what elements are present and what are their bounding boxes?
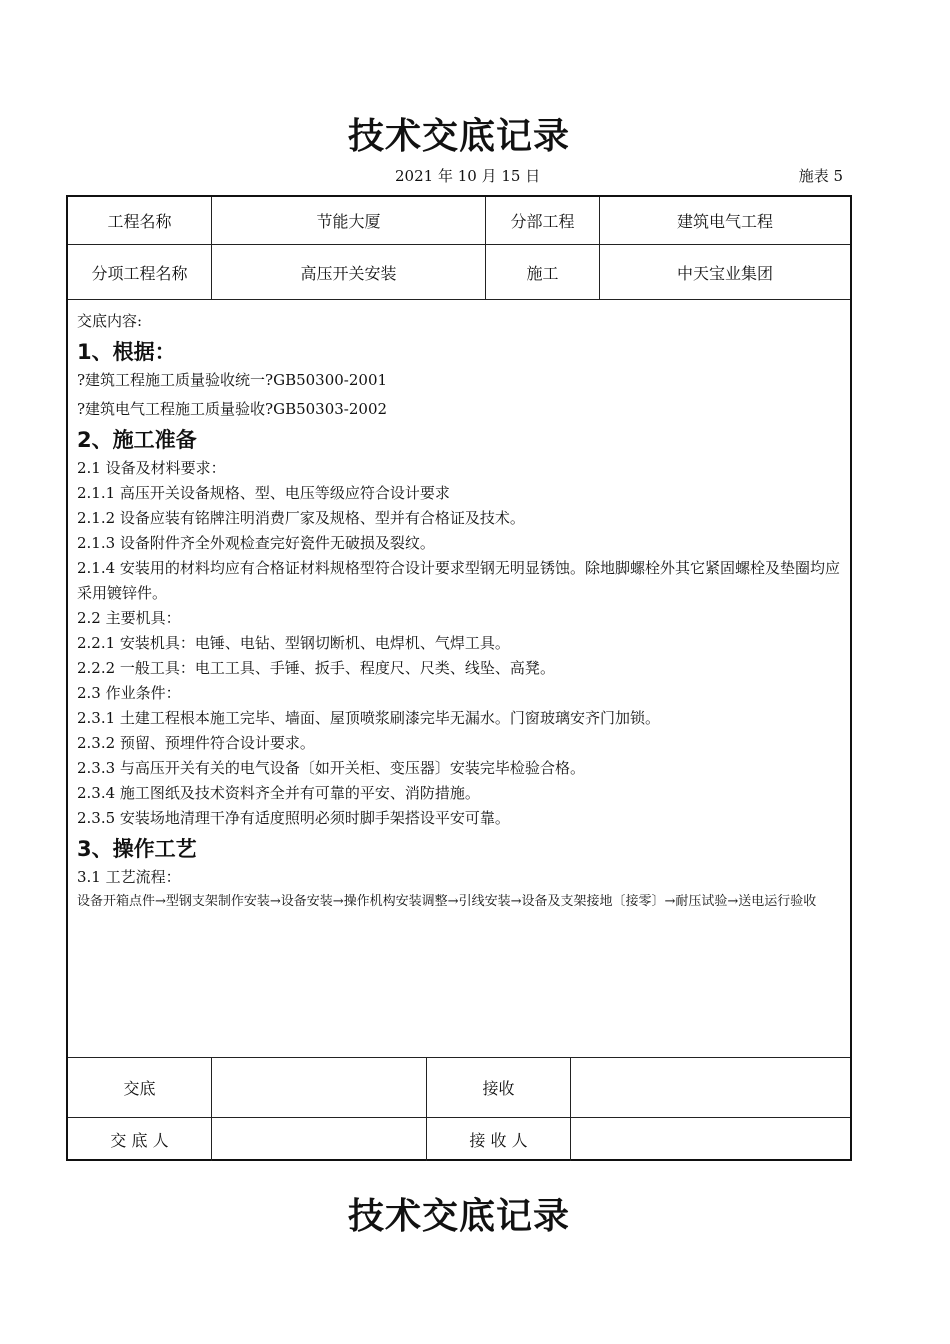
receive-person-label: 接 收 人 [469, 1131, 528, 1150]
content-line: 2.2.1 安装机具：电锤、电钻、型钢切断机、电焊机、气焊工具。 [77, 634, 510, 652]
subitem-label: 分项工程名称 [91, 263, 188, 283]
page-title: 技术交底记录 [347, 116, 570, 157]
handover-person-label: 交 底 人 [110, 1131, 169, 1150]
handover-label: 交底 [123, 1079, 156, 1098]
project-name-value: 节能大厦 [316, 212, 381, 231]
content-line: 2.1.3 设备附件齐全外观检查完好瓷件无破损及裂纹。 [77, 534, 435, 552]
subitem-value: 高压开关安装 [300, 263, 397, 283]
content-line: 2.3.1 土建工程根本施工完毕、墙面、屋顶喷浆刷漆完毕无漏水。门窗玻璃安齐门加锁。 [77, 709, 660, 727]
content-line: 2.3.4 施工图纸及技术资料齐全并有可靠的平安、消防措施。 [77, 784, 480, 802]
content-line: 2.3 作业条件： [77, 684, 181, 702]
content-line: ?建筑电气工程施工质量验收?GB50303-2002 [77, 400, 388, 418]
content-line: 2.3.3 与高压开关有关的电气设备〔如开关柜、变压器〕安装完毕检验合格。 [77, 759, 585, 777]
content-line: 2.1.1 高压开关设备规格、型、电压等级应符合设计要求 [77, 484, 450, 502]
content-line: 3.1 工艺流程： [77, 868, 181, 886]
receive-value [571, 1058, 850, 1117]
content-line: 2.3.2 预留、预埋件符合设计要求。 [77, 734, 315, 752]
record-date: 2021 年 10 月 15 日 [395, 167, 541, 185]
content-intro: 交底内容: [77, 312, 143, 330]
form-number: 施表 5 [798, 167, 843, 185]
next-page-title: 技术交底记录 [347, 1196, 570, 1237]
content-line: 2.2.2 一般工具：电工工具、手锤、扳手、程度尺、尺类、线坠、高凳。 [77, 659, 555, 677]
section-heading-basis: 1、根据： [77, 340, 176, 364]
content-line: 2.2 主要机具： [77, 609, 181, 627]
handover-person-value [212, 1118, 426, 1161]
content-line: 2.1.2 设备应装有铭牌注明消费厂家及规格、型并有合格证及技术。 [77, 509, 525, 527]
handover-value [212, 1058, 426, 1117]
receive-label: 接收 [482, 1079, 515, 1098]
section-heading-preparation: 2、施工准备 [77, 428, 197, 452]
content-line: 2.3.5 安装场地清理干净有适度照明必须时脚手架搭设平安可靠。 [77, 809, 510, 827]
row-divider [68, 299, 850, 300]
section-heading-process: 3、操作工艺 [77, 837, 197, 861]
receive-person-value [571, 1118, 850, 1161]
record-table [66, 195, 852, 1161]
content-line: 2.1 设备及材料要求： [77, 459, 226, 477]
division-value: 建筑电气工程 [676, 212, 773, 231]
construction-value: 中天宝业集团 [676, 263, 773, 283]
content-line: ?建筑工程施工质量验收统一?GB50300-2001 [77, 371, 388, 389]
handover-content [77, 309, 842, 913]
division-label: 分部工程 [510, 212, 575, 231]
construction-label: 施工 [526, 263, 559, 283]
process-flow: 设备开箱点件→型钢支架制作安装→设备安装→操作机构安装调整→引线安装→设备及支架接地〔接零〕→耐压试验→送电运行验收 [77, 894, 817, 909]
project-name-label: 工程名称 [107, 212, 172, 231]
content-line: 2.1.4 安装用的材料均应有合格证材料规格型符合设计要求型钢无明显锈蚀。除地脚螺栓外其它紧固螺栓及垫圈均应采用镀锌件。 [77, 559, 840, 602]
